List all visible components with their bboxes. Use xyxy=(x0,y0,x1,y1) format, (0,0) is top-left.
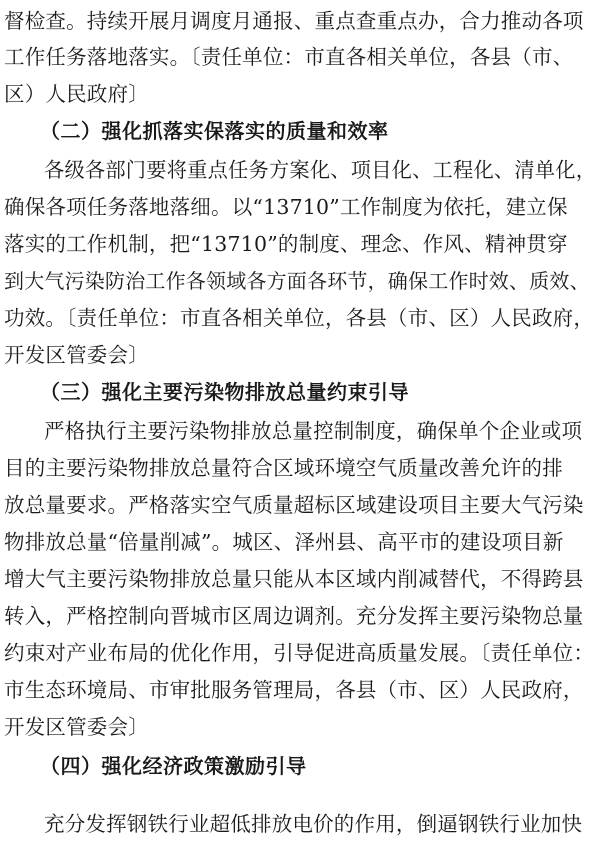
body-line: 工作任务落地落实。〔责任单位：市直各相关单位，各县（市、 xyxy=(4,45,574,69)
body-line: 放总量要求。严格落实空气质量超标区域建设项目主要大气污染 xyxy=(4,493,584,517)
body-line: 督检查。持续开展月调度月通报、重点查重点办，合力推动各项 xyxy=(4,9,584,33)
body-line: 市生态环境局、市审批服务管理局，各县（市、区）人民政府， xyxy=(4,678,584,702)
body-line: 充分发挥钢铁行业超低排放电价的作用，倒逼钢铁行业加快 xyxy=(44,812,583,836)
body-line: 约束对产业布局的优化作用，引导促进高质量发展。〔责任单位： xyxy=(4,641,595,665)
section-heading: （三）强化主要污染物排放总量约束引导 xyxy=(40,380,409,404)
body-line: 到大气污染防治工作各领域各方面各环节，确保工作时效、质效、 xyxy=(4,269,590,293)
body-line: 确保各项任务落地落细。以“13710”工作制度为依托，建立保 xyxy=(4,195,568,219)
body-line: 落实的工作机制，把“13710”的制度、理念、作风、精神贯穿 xyxy=(4,232,568,256)
body-line: 增大气主要污染物排放总量只能从本区域内削减替代，不得跨县 xyxy=(4,567,584,591)
body-line: 区）人民政府〕 xyxy=(4,82,149,106)
body-line: 转入，严格控制向晋城市区周边调剂。充分发挥主要污染物总量 xyxy=(4,604,584,628)
body-line: 开发区管委会〕 xyxy=(4,715,149,739)
body-line: 开发区管委会〕 xyxy=(4,343,149,367)
body-line: 功效。〔责任单位：市直各相关单位，各县（市、区）人民政府， xyxy=(4,306,595,330)
section-heading: （四）强化经济政策激励引导 xyxy=(40,754,307,778)
body-line: 目的主要污染物排放总量符合区域环境空气质量改善允许的排 xyxy=(4,456,563,480)
body-line: 物排放总量“倍量削减”。城区、泽州县、高平市的建设项目新 xyxy=(4,530,564,554)
body-line: 各级各部门要将重点任务方案化、项目化、工程化、清单化， xyxy=(44,158,597,182)
section-heading: （二）强化抓落实保落实的质量和效率 xyxy=(40,119,389,143)
body-line: 严格执行主要污染物排放总量控制制度，确保单个企业或项 xyxy=(44,419,583,443)
